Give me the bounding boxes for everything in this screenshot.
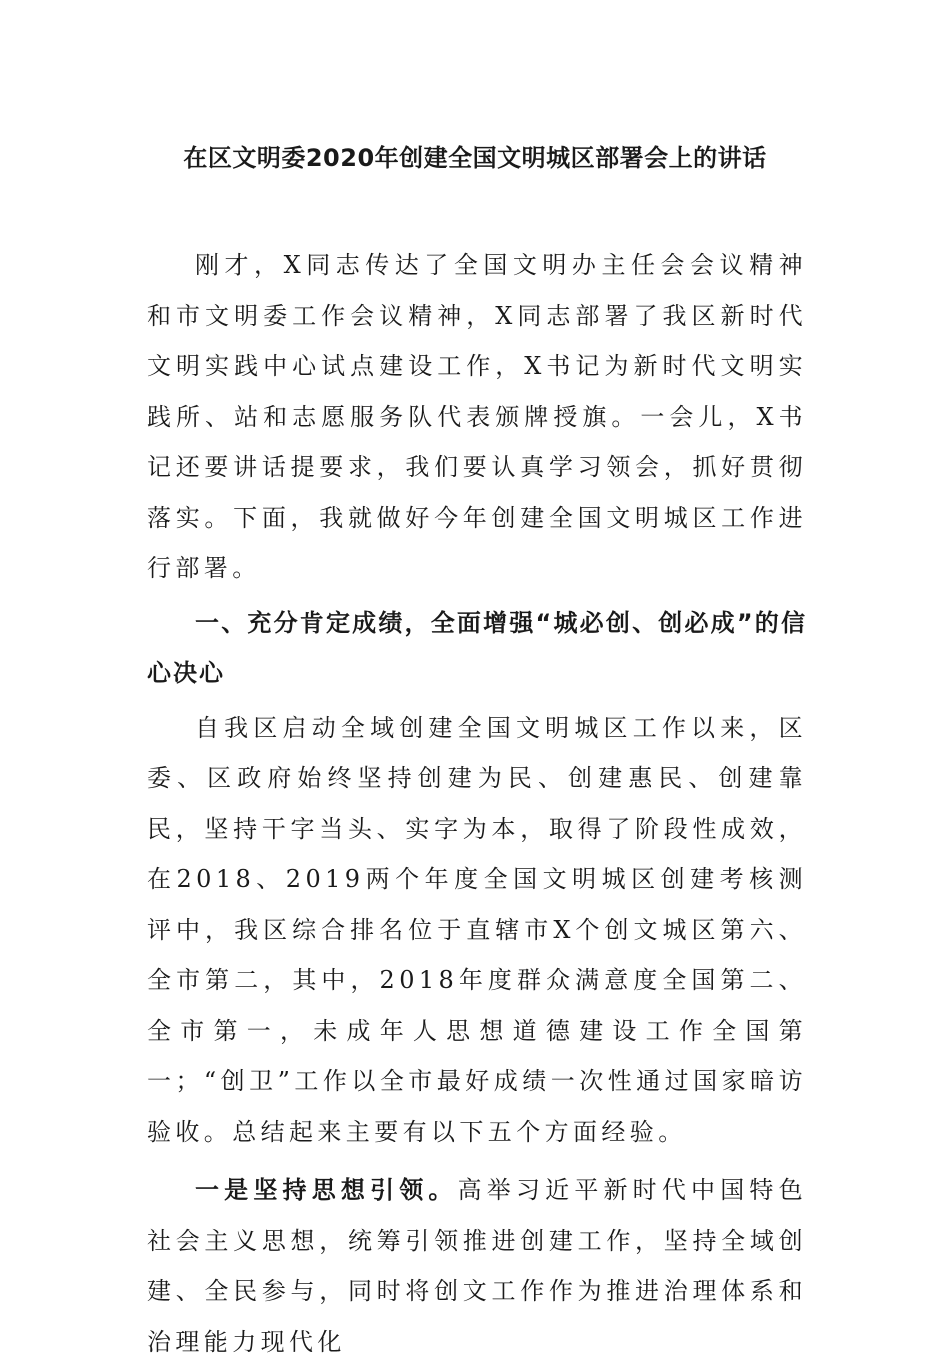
- document-body: [147, 240, 807, 1367]
- point-1-text: 高举习近平新时代中国特色社会主义思想，统筹引领推进创建工作，坚持全域创建、全民参与，同时将创文工作作为推进治理体系和治理能力现代化: [147, 1176, 807, 1356]
- point-1-lead: 一是坚持思想引领。: [195, 1175, 458, 1204]
- section-1-paragraph: 自我区启动全域创建全国文明城区工作以来，区委、区政府始终坚持创建为民、创建惠民、创建靠民，坚持干字当头、实字为本，取得了阶段性成效，在2018、2019两个年度全国文明城区创建考核测评中，我区综合排名位于直辖市X个创文城区第六、全市第二，其中，2018年度群众满意度全国第二、全市第一，未成年人思想道德建设工作全国第一；“创卫”工作以全市最好成绩一次性通过国家暗访验收。总结起来主要有以下五个方面经验。: [147, 713, 807, 1146]
- section-heading-1: 一、充分肯定成绩，全面增强“城必创、创必成”的信心决心: [147, 608, 807, 687]
- intro-paragraph: 刚才，X同志传达了全国文明办主任会会议精神和市文明委工作会议精神，X同志部署了我区新时代文明实践中心试点建设工作，X书记为新时代文明实践所、站和志愿服务队代表颁牌授旗。一会儿，X书记还要讲话提要求，我们要认真学习领会，抓好贯彻落实。下面，我就做好今年创建全国文明城区工作进行部署。: [147, 251, 807, 582]
- document-title: 在区文明委2020年创建全国文明城区部署会上的讲话: [183, 144, 767, 172]
- point-1-paragraph: [147, 1165, 807, 1367]
